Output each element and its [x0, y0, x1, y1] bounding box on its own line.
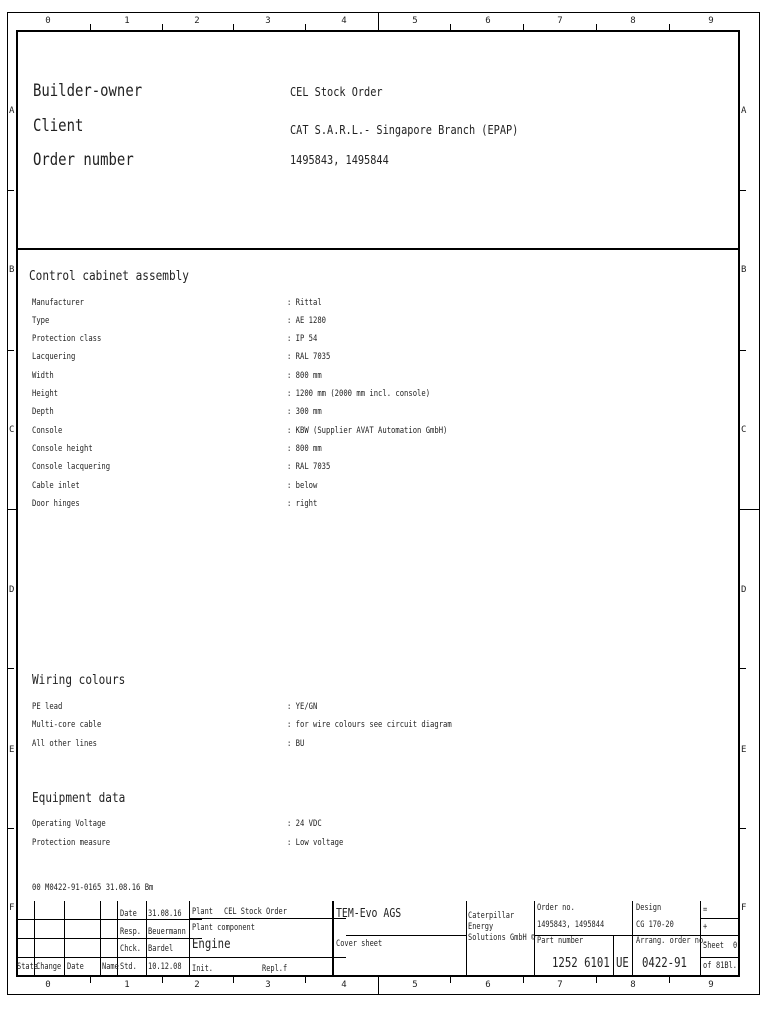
cabinet-label: Lacquering — [32, 352, 76, 362]
cabinet-label: Height — [32, 389, 59, 399]
cabinet-label: Console lacquering — [32, 462, 111, 472]
wiring-value: : BU — [287, 739, 305, 749]
ruler-bottom-7: 7 — [557, 980, 563, 990]
wiring-label: All other lines — [32, 739, 98, 749]
cabinet-value: : 800 mm — [287, 371, 322, 381]
tb-date: 31.08.16 — [148, 909, 182, 919]
client-value: CAT S.A.R.L.- Singapore Branch (EPAP) — [290, 122, 519, 137]
ruler-bottom-1: 1 — [124, 980, 130, 990]
tb-date-col: Date — [67, 962, 84, 972]
cabinet-label: Protection class — [32, 334, 102, 344]
tb-plant: CEL Stock Order — [224, 907, 287, 917]
side-letter-d-right: D — [741, 585, 747, 595]
tb-resp-label: Resp. — [120, 927, 141, 937]
cabinet-value: : RAL 7035 — [287, 462, 331, 472]
builder-owner-label: Builder-owner — [33, 81, 143, 101]
tb-change: Change — [36, 962, 62, 972]
footer-reference: 00 M0422-91-0165 31.08.16 Bm — [32, 883, 154, 893]
tb-company-2: Energy — [468, 922, 494, 932]
cabinet-value: : 300 mm — [287, 407, 322, 417]
side-letter-a-left: A — [9, 106, 15, 116]
tb-plant-component: Plant component — [192, 923, 255, 933]
ruler-top-6: 6 — [485, 16, 491, 26]
tb-design: CG 170-20 — [636, 920, 674, 930]
tb-name: Name — [102, 962, 119, 972]
ruler-top-2: 2 — [194, 16, 200, 26]
cabinet-label: Cable inlet — [32, 481, 80, 491]
tb-plant-label: Plant — [192, 907, 213, 917]
equipment-value: : 24 VDC — [287, 819, 322, 829]
wiring-label: Multi-core cable — [32, 720, 102, 730]
tb-product: TEM-Evo AGS — [336, 906, 402, 920]
tb-repl: Repl.f — [262, 964, 288, 974]
ruler-bottom-2: 2 — [194, 980, 200, 990]
tb-part-number-label: Part number — [537, 936, 584, 946]
side-letter-e-left: E — [9, 745, 15, 755]
side-letter-f-right: F — [741, 903, 747, 913]
ruler-top-3: 3 — [265, 16, 271, 26]
cabinet-value: : below — [287, 481, 318, 491]
cabinet-label: Console height — [32, 444, 93, 454]
tb-init: Init. — [192, 964, 213, 974]
cabinet-label: Door hinges — [32, 499, 80, 509]
tb-company-1: Caterpillar — [468, 911, 515, 921]
tb-arrang-label: Arrang. order no. — [636, 936, 708, 946]
tb-order-no-label: Order no. — [537, 903, 575, 913]
tb-order-no: 1495843, 1495844 — [537, 920, 605, 930]
cabinet-value: : 1200 mm (2000 mm incl. console) — [287, 389, 431, 399]
cabinet-label: Depth — [32, 407, 54, 417]
title-block — [16, 901, 740, 977]
tb-state: State — [17, 962, 38, 972]
side-letter-d-left: D — [9, 585, 15, 595]
cabinet-title: Control cabinet assembly — [29, 268, 189, 284]
ruler-top-5: 5 — [412, 16, 418, 26]
ruler-bottom-6: 6 — [485, 980, 491, 990]
equipment-value: : Low voltage — [287, 838, 344, 848]
tb-sheet-title: Cover sheet — [336, 939, 383, 949]
order-number-label: Order number — [33, 150, 134, 170]
cabinet-value: : 800 mm — [287, 444, 322, 454]
ruler-top-9: 9 — [708, 16, 714, 26]
side-letter-e-right: E — [741, 745, 747, 755]
equipment-label: Protection measure — [32, 838, 111, 848]
tb-resp: Beuermann — [148, 927, 186, 937]
client-label: Client — [33, 116, 84, 136]
cabinet-value: : KBW (Supplier AVAT Automation GmbH) — [287, 426, 448, 436]
tb-date-label: Date — [120, 909, 137, 919]
cabinet-value: : IP 54 — [287, 334, 318, 344]
tb-design-label: Design — [636, 903, 662, 913]
ruler-top-1: 1 — [124, 16, 130, 26]
tb-eq: = — [703, 905, 708, 915]
tb-std: 10.12.08 — [148, 962, 182, 972]
cabinet-label: Width — [32, 371, 54, 381]
tb-sheet: 0 — [733, 941, 738, 951]
tb-sheet-label: Sheet — [703, 941, 724, 951]
wiring-title: Wiring colours — [32, 672, 126, 688]
wiring-label: PE lead — [32, 702, 63, 712]
cabinet-value: : Rittal — [287, 298, 322, 308]
tb-chck-label: Chck. — [120, 944, 141, 954]
cabinet-value: : AE 1280 — [287, 316, 327, 326]
tb-component: Engine — [192, 937, 231, 952]
tb-plus: + — [703, 922, 708, 932]
side-letter-b-right: B — [741, 265, 747, 275]
tb-of-label: of — [703, 961, 712, 971]
side-letter-c-right: C — [741, 425, 747, 435]
ruler-bottom-8: 8 — [630, 980, 636, 990]
side-letter-b-left: B — [9, 265, 15, 275]
order-number-value: 1495843, 1495844 — [290, 152, 389, 167]
wiring-value: : for wire colours see circuit diagram — [287, 720, 452, 730]
equipment-title: Equipment data — [32, 790, 126, 806]
drawing-border-inner — [16, 30, 740, 977]
side-letter-a-right: A — [741, 106, 747, 116]
tb-arrang: 0422-91 — [642, 956, 687, 971]
header-divider — [16, 248, 740, 250]
ruler-bottom-5: 5 — [412, 980, 418, 990]
cabinet-label: Console — [32, 426, 63, 436]
ruler-bottom-9: 9 — [708, 980, 714, 990]
tb-chck: Bardel — [148, 944, 174, 954]
ruler-bottom-0: 0 — [45, 980, 51, 990]
cabinet-value: : RAL 7035 — [287, 352, 331, 362]
builder-owner-value: CEL Stock Order — [290, 84, 383, 99]
tb-part-number: 1252 6101 — [552, 956, 610, 971]
tb-ue: UE — [616, 956, 629, 971]
side-letter-f-left: F — [9, 903, 15, 913]
tb-company-3: Solutions GmbH © — [468, 933, 536, 943]
ruler-top-4: 4 — [341, 16, 347, 26]
cabinet-label: Manufacturer — [32, 298, 85, 308]
wiring-value: : YE/GN — [287, 702, 318, 712]
ruler-top-8: 8 — [630, 16, 636, 26]
cabinet-value: : right — [287, 499, 318, 509]
side-letter-c-left: C — [9, 425, 15, 435]
cabinet-label: Type — [32, 316, 50, 326]
tb-of: 81Bl. — [716, 961, 737, 971]
ruler-top-7: 7 — [557, 16, 563, 26]
equipment-label: Operating Voltage — [32, 819, 106, 829]
ruler-bottom-3: 3 — [265, 980, 271, 990]
tb-std-label: Std. — [120, 962, 137, 972]
ruler-top-0: 0 — [45, 16, 51, 26]
ruler-bottom-4: 4 — [341, 980, 347, 990]
